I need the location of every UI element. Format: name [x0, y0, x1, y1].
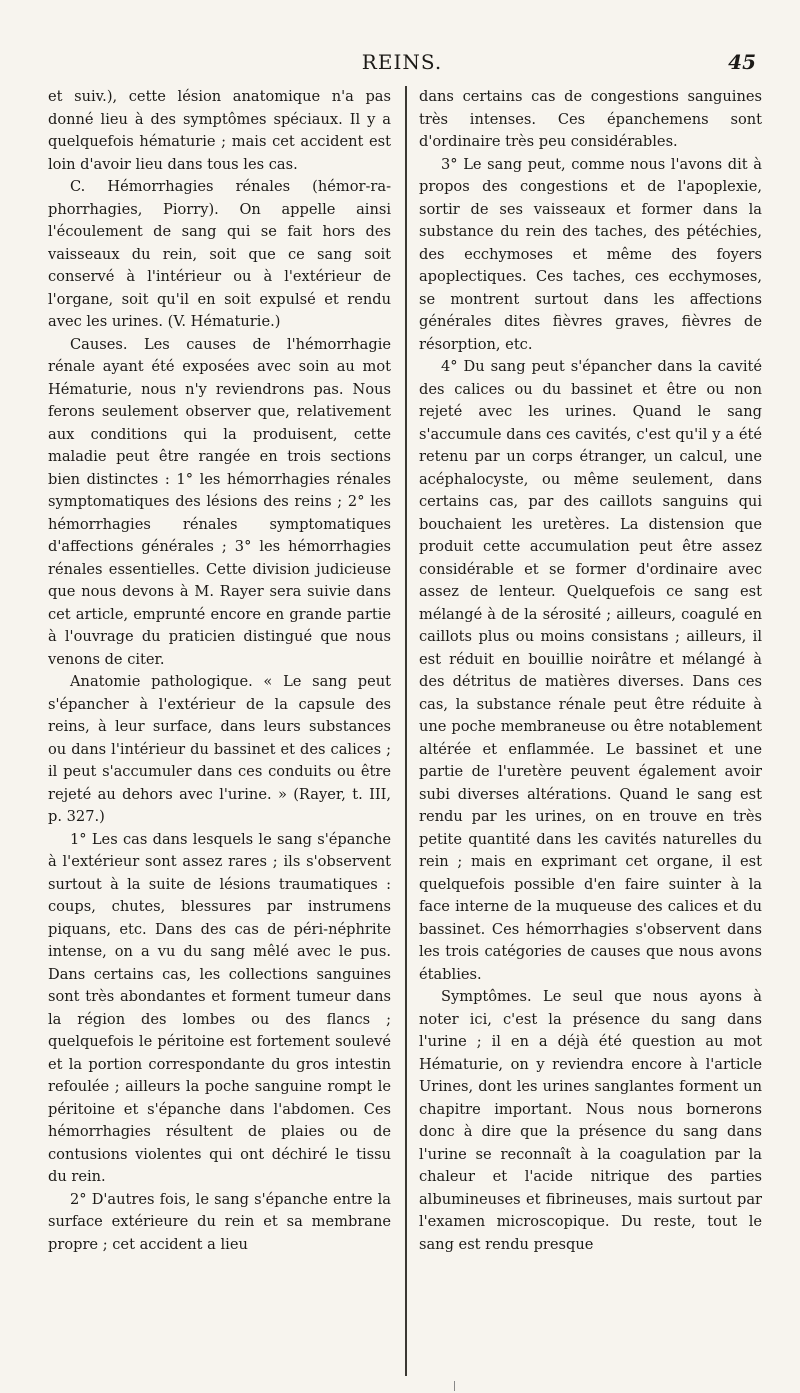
print-mark: [454, 1381, 455, 1391]
paragraph: C. Hémorrhagies rénales (hémor-ra-phorrhagies, Piorry). On appelle ainsi l'écoulement de sang qui se fait hors des vaisseaux du rein, soit que ce sang soit conservé à l'intérieur ou à l'extérieur de l'organe, soit qu'il en soit expulsé et rendu avec les urines. (V. Hématurie.): [48, 178, 392, 330]
page-number: 45: [728, 50, 756, 74]
paragraph: 4° Du sang peut s'épancher dans la cavité des calices ou du bassinet et être ou non rejeté avec les urines. Quand le sang s'accumule dans ces cavités, c'est qu'il y a été retenu par un corps étranger, un calcul, une acéphalocyste, ou même seulement, dans certains cas, par des caillots sanguins qui bouchaient les uretères. La distension que produit cette accumulation peut être assez considérable et se former d'ordinaire avec assez de lenteur. Quelquefois ce sang est mélangé à de la sérosité ; ailleurs, coagulé en caillots plus ou moins consistans ; ailleurs, il est réduit en bouillie noirâtre et mélangé à des détritus de matières diverses. Dans ces cas, la substance rénale peut être réduite à une poche membraneuse ou être notablement altérée et enflammée. Le bassinet et une partie de l'uretère peuvent également avoir subi diverses altérations. Quand le sang est rendu par les urines, on en trouve en très petite quantité dans les cavités naturelles du rein ; mais en exprimant cet organe, il est quelquefois possible d'en faire suinter à la face interne de la muqueuse des calices et du bassinet. Ces hémorrhagies s'observent dans les trois catégories de causes que nous avons établies.: [418, 358, 762, 983]
paragraph: Symptômes. Le seul que nous ayons à noter ici, c'est la présence du sang dans l'urine ; il en a déjà été question au mot Hématurie, on y reviendra encore à l'article Urines, dont les urines sanglantes forment un chapitre important. Nous nous bornerons donc à dire que la présence du sang dans l'urine se reconnaît à la coagulation par la chaleur et l'acide nitrique des parties albumineuses et fibrineuses, mais surtout par l'examen microscopique. Du reste, tout le sang est rendu presque: [418, 988, 762, 1253]
left-column: [48, 86, 391, 1376]
paragraph: 2° D'autres fois, le sang s'épanche entre la surface extérieure du rein et sa membrane propre ; cet accident a lieu: [48, 1190, 392, 1253]
paragraph: 3° Le sang peut, comme nous l'avons dit à propos des congestions et de l'apoplexie, sortir de ses vaisseaux et former dans la substance du rein des taches, des pétéchies, des ecchymoses et même des foyers apoplectiques. Ces taches, ces ecchymoses, se montrent surtout dans les affections générales dites fièvres graves, fièvres de résorption, etc.: [418, 155, 762, 353]
page-header: [48, 50, 756, 78]
text-columns: [48, 86, 762, 1376]
paragraph: et suiv.), cette lésion anatomique n'a pas donné lieu à des symptômes spéciaux. Il y a quelquefois hématurie ; mais cet accident est loin d'avoir lieu dans tous les cas.: [48, 88, 392, 173]
paragraph: Anatomie pathologique. « Le sang peut s'épancher à l'extérieur de la capsule des reins, à leur surface, dans leurs substances ou dans l'intérieur du bassinet et des calices ; il peut s'accumuler dans ces conduits ou être rejeté au dehors avec l'urine. » (Rayer, t. III, p. 327.): [48, 673, 392, 825]
running-title: REINS.: [361, 50, 443, 74]
right-column: [419, 86, 762, 1376]
column-divider: [405, 86, 407, 1376]
paragraph: dans certains cas de congestions sanguines très intenses. Ces épanchemens sont d'ordinaire très peu considérables.: [418, 88, 762, 150]
paragraph: 1° Les cas dans lesquels le sang s'épanche à l'extérieur sont assez rares ; ils s'observent surtout à la suite de lésions traumatiques : coups, chutes, blessures par instrumens piquans, etc. Dans des cas de péri-néphrite intense, on a vu du sang mêlé avec le pus. Dans certains cas, les collections sanguines sont très abondantes et forment tumeur dans la région des lombes ou des flancs ; quelquefois le péritoine est fortement soulevé et la portion correspondante du gros intestin refoulée ; ailleurs la poche sanguine rompt le péritoine et s'épanche dans l'abdomen. Ces hémorrhagies résultent de plaies ou de contusions violentes qui ont déchiré le tissu du rein.: [48, 830, 392, 1185]
paragraph: Causes. Les causes de l'hémorrhagie rénale ayant été exposées avec soin au mot Hématurie, nous n'y reviendrons pas. Nous ferons seulement observer que, relativement aux conditions qui la produisent, cette maladie peut être rangée en trois sections bien distinctes : 1° les hémorrhagies rénales symptomatiques des lésions des reins ; 2° les hémorrhagies rénales symptomatiques d'affections générales ; 3° les hémorrhagies rénales essentielles. Cette division judicieuse que nous devons à M. Rayer sera suivie dans cet article, emprunté encore en grande partie à l'ouvrage du praticien distingué que nous venons de citer.: [48, 335, 392, 668]
